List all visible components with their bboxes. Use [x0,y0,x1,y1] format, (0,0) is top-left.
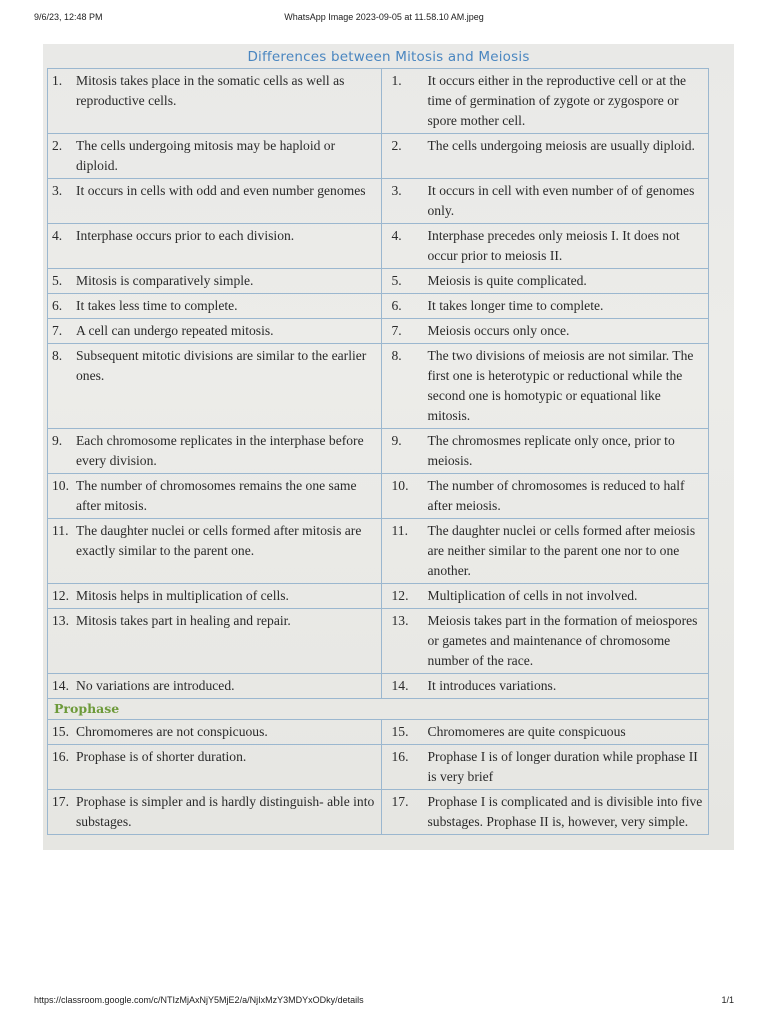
table-row [48,474,709,519]
print-page-number: 1/1 [721,995,734,1005]
table-row [48,584,709,609]
table-row [48,609,709,674]
mitosis-text: The number of chromosomes remains the one same after mitosis. [76,478,357,513]
item-number: 7. [391,323,402,338]
mitosis-text: Interphase occurs prior to each division. [76,228,295,243]
meiosis-cell [381,720,709,745]
item-number: 2. [52,138,63,153]
item-number: 17. [391,794,409,809]
page-title: Differences between Mitosis and Meiosis [247,49,530,65]
mitosis-text: It occurs in cells with odd and even number genomes [76,183,366,198]
print-footer [0,995,768,1009]
meiosis-cell [381,179,709,224]
item-number: 3. [391,183,402,198]
table-row [48,790,709,835]
meiosis-cell [381,294,709,319]
mitosis-text: No variations are introduced. [76,678,235,693]
meiosis-cell [381,790,709,835]
print-document-title: WhatsApp Image 2023-09-05 at 11.58.10 AM.jpeg [284,12,484,22]
mitosis-cell [48,790,382,835]
meiosis-cell [381,429,709,474]
mitosis-cell [48,745,382,790]
item-number: 6. [391,298,402,313]
table-row [48,344,709,429]
mitosis-text: Mitosis is comparatively simple. [76,273,254,288]
mitosis-text: Prophase is of shorter duration. [76,749,247,764]
table-row [48,134,709,179]
meiosis-text: Interphase precedes only meiosis I. It does not occur prior to meiosis II. [427,228,680,263]
item-number: 4. [52,228,63,243]
meiosis-text: It occurs either in the reproductive cell or at the time of germination of zygote or zygospore or spore mother cell. [427,73,687,128]
item-number: 9. [391,433,402,448]
item-number: 2. [391,138,402,153]
item-number: 13. [391,613,409,628]
mitosis-cell [48,674,382,699]
item-number: 11. [52,523,69,538]
mitosis-cell [48,179,382,224]
meiosis-text: Prophase I is complicated and is divisible into five substages. Prophase II is, however, very simple. [427,794,703,829]
table-row [48,745,709,790]
table-row [48,179,709,224]
meiosis-text: The two divisions of meiosis are not similar. The first one is heterotypic or reductional while the second one is homotypic or equational like mitosis. [427,348,694,423]
item-number: 16. [391,749,409,764]
item-number: 6. [52,298,63,313]
meiosis-text: Prophase I is of longer duration while prophase II is very brief [427,749,698,784]
item-number: 1. [391,73,402,88]
mitosis-text: Subsequent mitotic divisions are similar to the earlier ones. [76,348,367,383]
comparison-table [47,68,709,835]
meiosis-text: The cells undergoing meiosis are usually diploid. [427,138,695,153]
mitosis-text: Mitosis takes part in healing and repair. [76,613,291,628]
mitosis-text: A cell can undergo repeated mitosis. [76,323,274,338]
table-row [48,224,709,269]
mitosis-text: The cells undergoing mitosis may be haploid or diploid. [76,138,336,173]
item-number: 5. [52,273,63,288]
item-number: 5. [391,273,402,288]
meiosis-cell [381,319,709,344]
mitosis-text: Each chromosome replicates in the interphase before every division. [76,433,364,468]
table-row [48,519,709,584]
meiosis-text: Meiosis occurs only once. [427,323,570,338]
table-row [48,319,709,344]
table-row [48,69,709,134]
mitosis-cell [48,584,382,609]
mitosis-cell [48,69,382,134]
meiosis-text: The daughter nuclei or cells formed after meiosis are neither similar to the parent one nor to one another. [427,523,696,578]
meiosis-text: Chromomeres are quite conspicuous [427,724,626,739]
table-row [48,720,709,745]
item-number: 3. [52,183,63,198]
meiosis-cell [381,584,709,609]
item-number: 8. [52,348,63,363]
meiosis-cell [381,674,709,699]
meiosis-text: Meiosis is quite complicated. [427,273,587,288]
meiosis-text: It takes longer time to complete. [427,298,604,313]
item-number: 16. [52,749,69,764]
item-number: 13. [52,613,69,628]
section-label: Prophase [48,699,709,720]
mitosis-cell [48,224,382,269]
table-row [48,269,709,294]
mitosis-text: The daughter nuclei or cells formed after mitosis are exactly similar to the parent one. [76,523,362,558]
meiosis-cell [381,609,709,674]
meiosis-cell [381,745,709,790]
item-number: 14. [52,678,69,693]
item-number: 10. [391,478,409,493]
mitosis-cell [48,319,382,344]
section-header-row [48,699,709,720]
mitosis-text: Mitosis takes place in the somatic cells as well as reproductive cells. [76,73,345,108]
document-photo [43,44,734,850]
item-number: 8. [391,348,402,363]
meiosis-cell [381,69,709,134]
meiosis-text: It occurs in cell with even number of of genomes only. [427,183,695,218]
meiosis-text: The number of chromosomes is reduced to half after meiosis. [427,478,685,513]
item-number: 15. [391,724,409,739]
meiosis-cell [381,134,709,179]
item-number: 1. [52,73,63,88]
print-date-time: 9/6/23, 12:48 PM [34,12,103,22]
item-number: 14. [391,678,409,693]
print-header [0,12,768,26]
mitosis-cell [48,474,382,519]
mitosis-text: Prophase is simpler and is hardly distinguish- able into substages. [76,794,375,829]
mitosis-cell [48,344,382,429]
meiosis-cell [381,269,709,294]
mitosis-text: Mitosis helps in multiplication of cells. [76,588,289,603]
item-number: 12. [52,588,69,603]
mitosis-cell [48,720,382,745]
meiosis-cell [381,224,709,269]
item-number: 10. [52,478,69,493]
table-row [48,429,709,474]
mitosis-cell [48,134,382,179]
item-number: 9. [52,433,63,448]
meiosis-cell [381,344,709,429]
meiosis-text: It introduces variations. [427,678,557,693]
item-number: 7. [52,323,63,338]
mitosis-cell [48,294,382,319]
meiosis-text: Meiosis takes part in the formation of meiospores or gametes and maintenance of chromosome number of the race. [427,613,698,668]
item-number: 15. [52,724,69,739]
table-row [48,674,709,699]
table-row [48,294,709,319]
mitosis-text: It takes less time to complete. [76,298,238,313]
mitosis-cell [48,269,382,294]
item-number: 11. [391,523,408,538]
mitosis-cell [48,429,382,474]
print-url: https://classroom.google.com/c/NTIzMjAxNjY5MjE2/a/NjIxMzY3MDYxODky/details [34,995,364,1005]
meiosis-text: Multiplication of cells in not involved. [427,588,638,603]
mitosis-cell [48,519,382,584]
meiosis-cell [381,474,709,519]
meiosis-text: The chromosmes replicate only once, prior to meiosis. [427,433,675,468]
item-number: 12. [391,588,409,603]
meiosis-cell [381,519,709,584]
mitosis-cell [48,609,382,674]
mitosis-text: Chromomeres are not conspicuous. [76,724,268,739]
item-number: 4. [391,228,402,243]
item-number: 17. [52,794,69,809]
